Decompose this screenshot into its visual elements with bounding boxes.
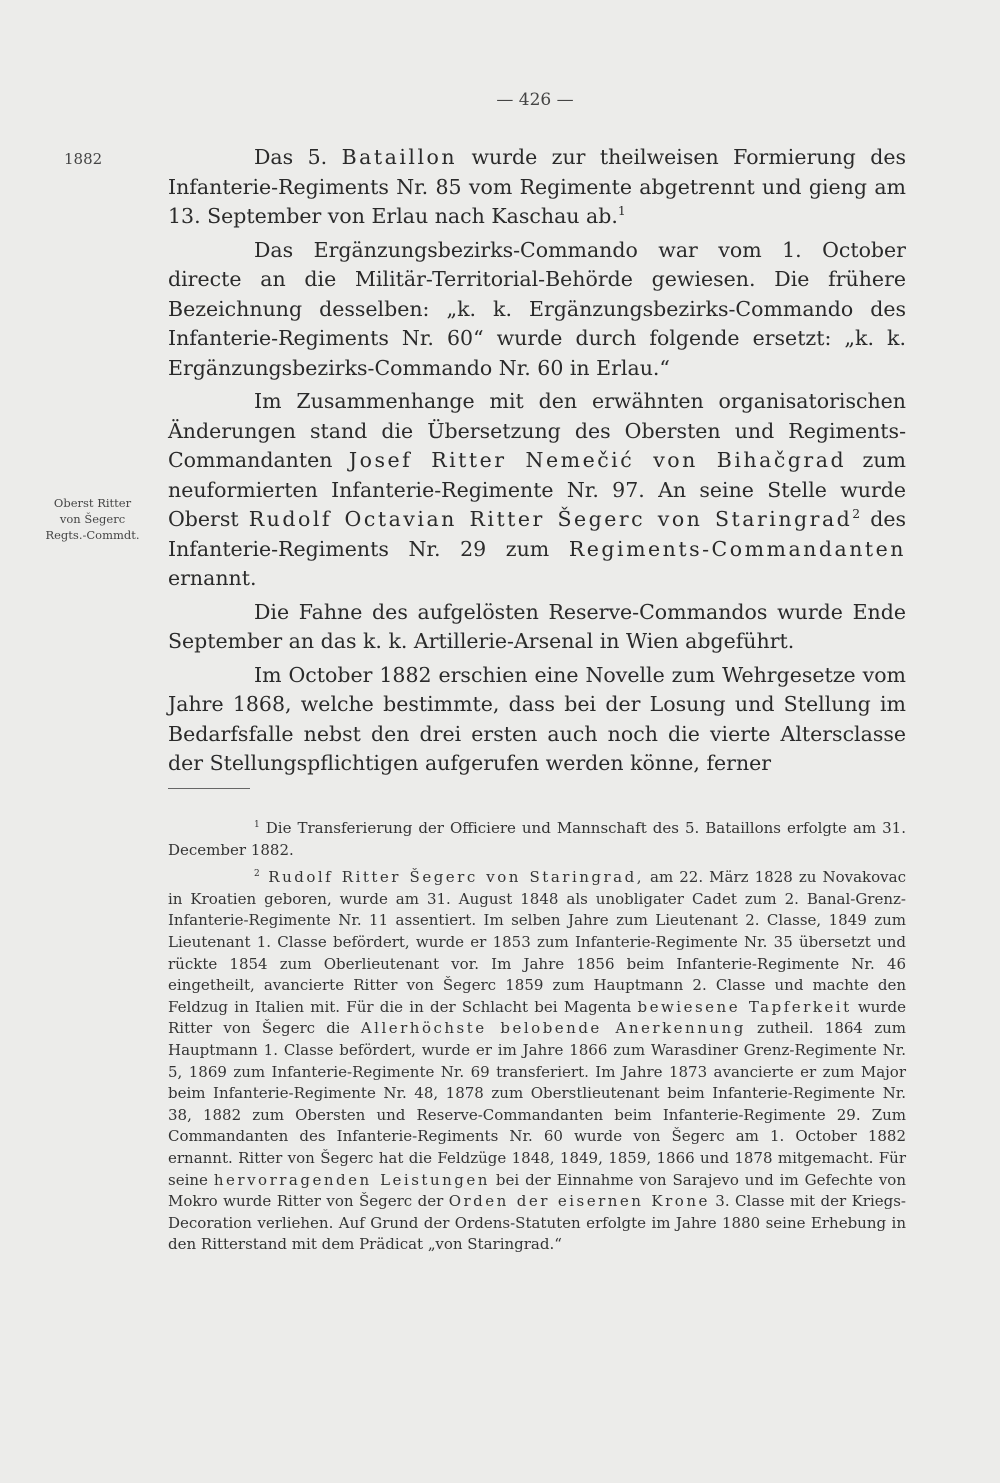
text-run: 3. Classe mit der Kriegs-Decoration verliehen. Auf Grund der Ordens-Statuten erfolgte im Jahre 1880 seine Erhebung in den Ritterstand mit dem Prädicat „von Staringrad.“ [168, 1192, 906, 1254]
spaced-text: Regiments-Commandanten [568, 536, 906, 561]
text-run: wurde zur theilweisen Formierung des Infanterie-Regiments Nr. 85 vom Regimente abgetrennt und gieng am 13. September von Erlau nach Kaschau ab. [168, 145, 906, 228]
spaced-text: bewiesene Tapferkeit [637, 997, 852, 1016]
paragraph-5: Im October 1882 erschien eine Novelle zum Wehrgesetze vom Jahre 1868, welche bestimmte, dass bei der Losung und Stellung im Bedarfsfalle nebst den drei ersten auch noch die vierte Altersclasse der Stellungspflichtigen aufgerufen werden könne, ferner [168, 662, 906, 775]
text-run: Die Transferierung der Officiere und Mannschaft des 5. Bataillons erfolgte am 31. December 1882. [168, 819, 906, 859]
margin-note-line: Oberst Ritter [53, 496, 132, 510]
spaced-text: hervorragenden Leistungen [213, 1170, 490, 1189]
footnote-1 [168, 818, 906, 861]
footnote-marker: 1 [254, 820, 260, 830]
footnotes [168, 818, 906, 1256]
text-run: wurde Ritter von Šegerc die [168, 997, 906, 1038]
text-run: zum neuformierten Infanterie-Regimente Nr. 97. An seine Stelle wurde Oberst [168, 448, 906, 531]
text-run: Im Zusammenhange mit den erwähnten organisatorischen Änderungen stand die Übersetzung des Obersten und Regiments-Commandanten [168, 389, 906, 472]
paragraph-3 [168, 387, 906, 594]
footnote-ref: 2 [852, 507, 861, 522]
text-run: bei der Einnahme von Sarajevo und im Gefechte von Mokro wurde Ritter von Šegerc der [168, 1170, 906, 1211]
margin-note-line: von Šegerc [59, 512, 126, 526]
paragraph-1 [168, 143, 906, 232]
text-run: ernannt. [168, 566, 257, 590]
spaced-text: Allerhöchste belobende Anerkennung [360, 1019, 746, 1038]
spaced-text: Josef Ritter Nemečić von Bihačgrad [348, 448, 847, 472]
footnote-ref: 1 [617, 204, 626, 219]
margin-year: 1882 [64, 150, 103, 168]
footnote-marker: 2 [254, 869, 260, 880]
spaced-text: Bataillon [341, 145, 458, 169]
text-run: des Infanterie-Regiments Nr. 29 zum [168, 507, 906, 561]
text-run: am 22. März 1828 zu Novakovac in Kroatien geboren, wurde am 31. August 1848 als unobligater Cadet zum 2. Banal-Grenz-Infanterie-Regimente Nr. 11 assentiert. Im selben Jahre zum Lieutenant 2. Classe, 1849 zum Lieutenant 1. Classe befördert, wurde er 1853 zum Infanterie-Regimente Nr. 35 übersetzt und rückte 1854 zum Oberlieutenant vor. Im Jahre 1856 beim Infanterie-Regimente Nr. 46 eingetheilt, avancierte Ritter von Šegerc 1859 zum Hauptmann 2. Classe und machte den Feldzug in Italien mit. Für die in der Schlacht bei Magenta [168, 868, 906, 1016]
margin-note-line: Regts.-Commdt. [45, 528, 140, 542]
text-run: zutheil. 1864 zum Hauptmann 1. Classe befördert, wurde er im Jahre 1866 zum Warasdiner Grenz-Regimente Nr. 5, 1869 zum Infanterie-Regimente Nr. 69 transferiert. Im Jahre 1873 avancierte er zum Major beim Infanterie-Regimente Nr. 48, 1878 zum Oberstlieutenant beim Infanterie-Regimente Nr. 38, 1882 zum Obersten und Reserve-Commandanten beim Infanterie-Regimente 29. Zum Commandanten des Infanterie-Regiments Nr. 60 wurde von Šegerc am 1. October 1882 ernannt. Ritter von Šegerc hat die Feldzüge 1848, 1849, 1859, 1866 und 1878 mitgemacht. Für seine [168, 1019, 906, 1189]
spaced-text: Orden der eisernen Krone [448, 1192, 710, 1211]
main-text [168, 143, 906, 779]
paragraph-4: Die Fahne des aufgelösten Reserve-Commandos wurde Ende September an das k. k. Artillerie-Arsenal in Wien abgeführt. [168, 599, 906, 653]
spaced-text: Rudolf Octavian Ritter Šegerc von Staringrad [248, 507, 853, 531]
margin-note [30, 495, 155, 543]
paragraph-2: Das Ergänzungsbezirks-Commando war vom 1. October directe an die Militär-Territorial-Behörde gewiesen. Die frühere Bezeichnung desselben: „k. k. Ergänzungsbezirks-Commando des Infanterie-Regiments Nr. 60“ wurde durch folgende ersetzt: „k. k. Ergänzungsbezirks-Commando Nr. 60 in Erlau.“ [168, 237, 906, 380]
page-number: — 426 — [496, 90, 574, 110]
footnote-divider [168, 788, 250, 789]
footnote-2 [168, 867, 906, 1256]
text-run: Das 5. [254, 145, 342, 169]
spaced-text: Rudolf Ritter Šegerc von Staringrad, [259, 868, 644, 887]
